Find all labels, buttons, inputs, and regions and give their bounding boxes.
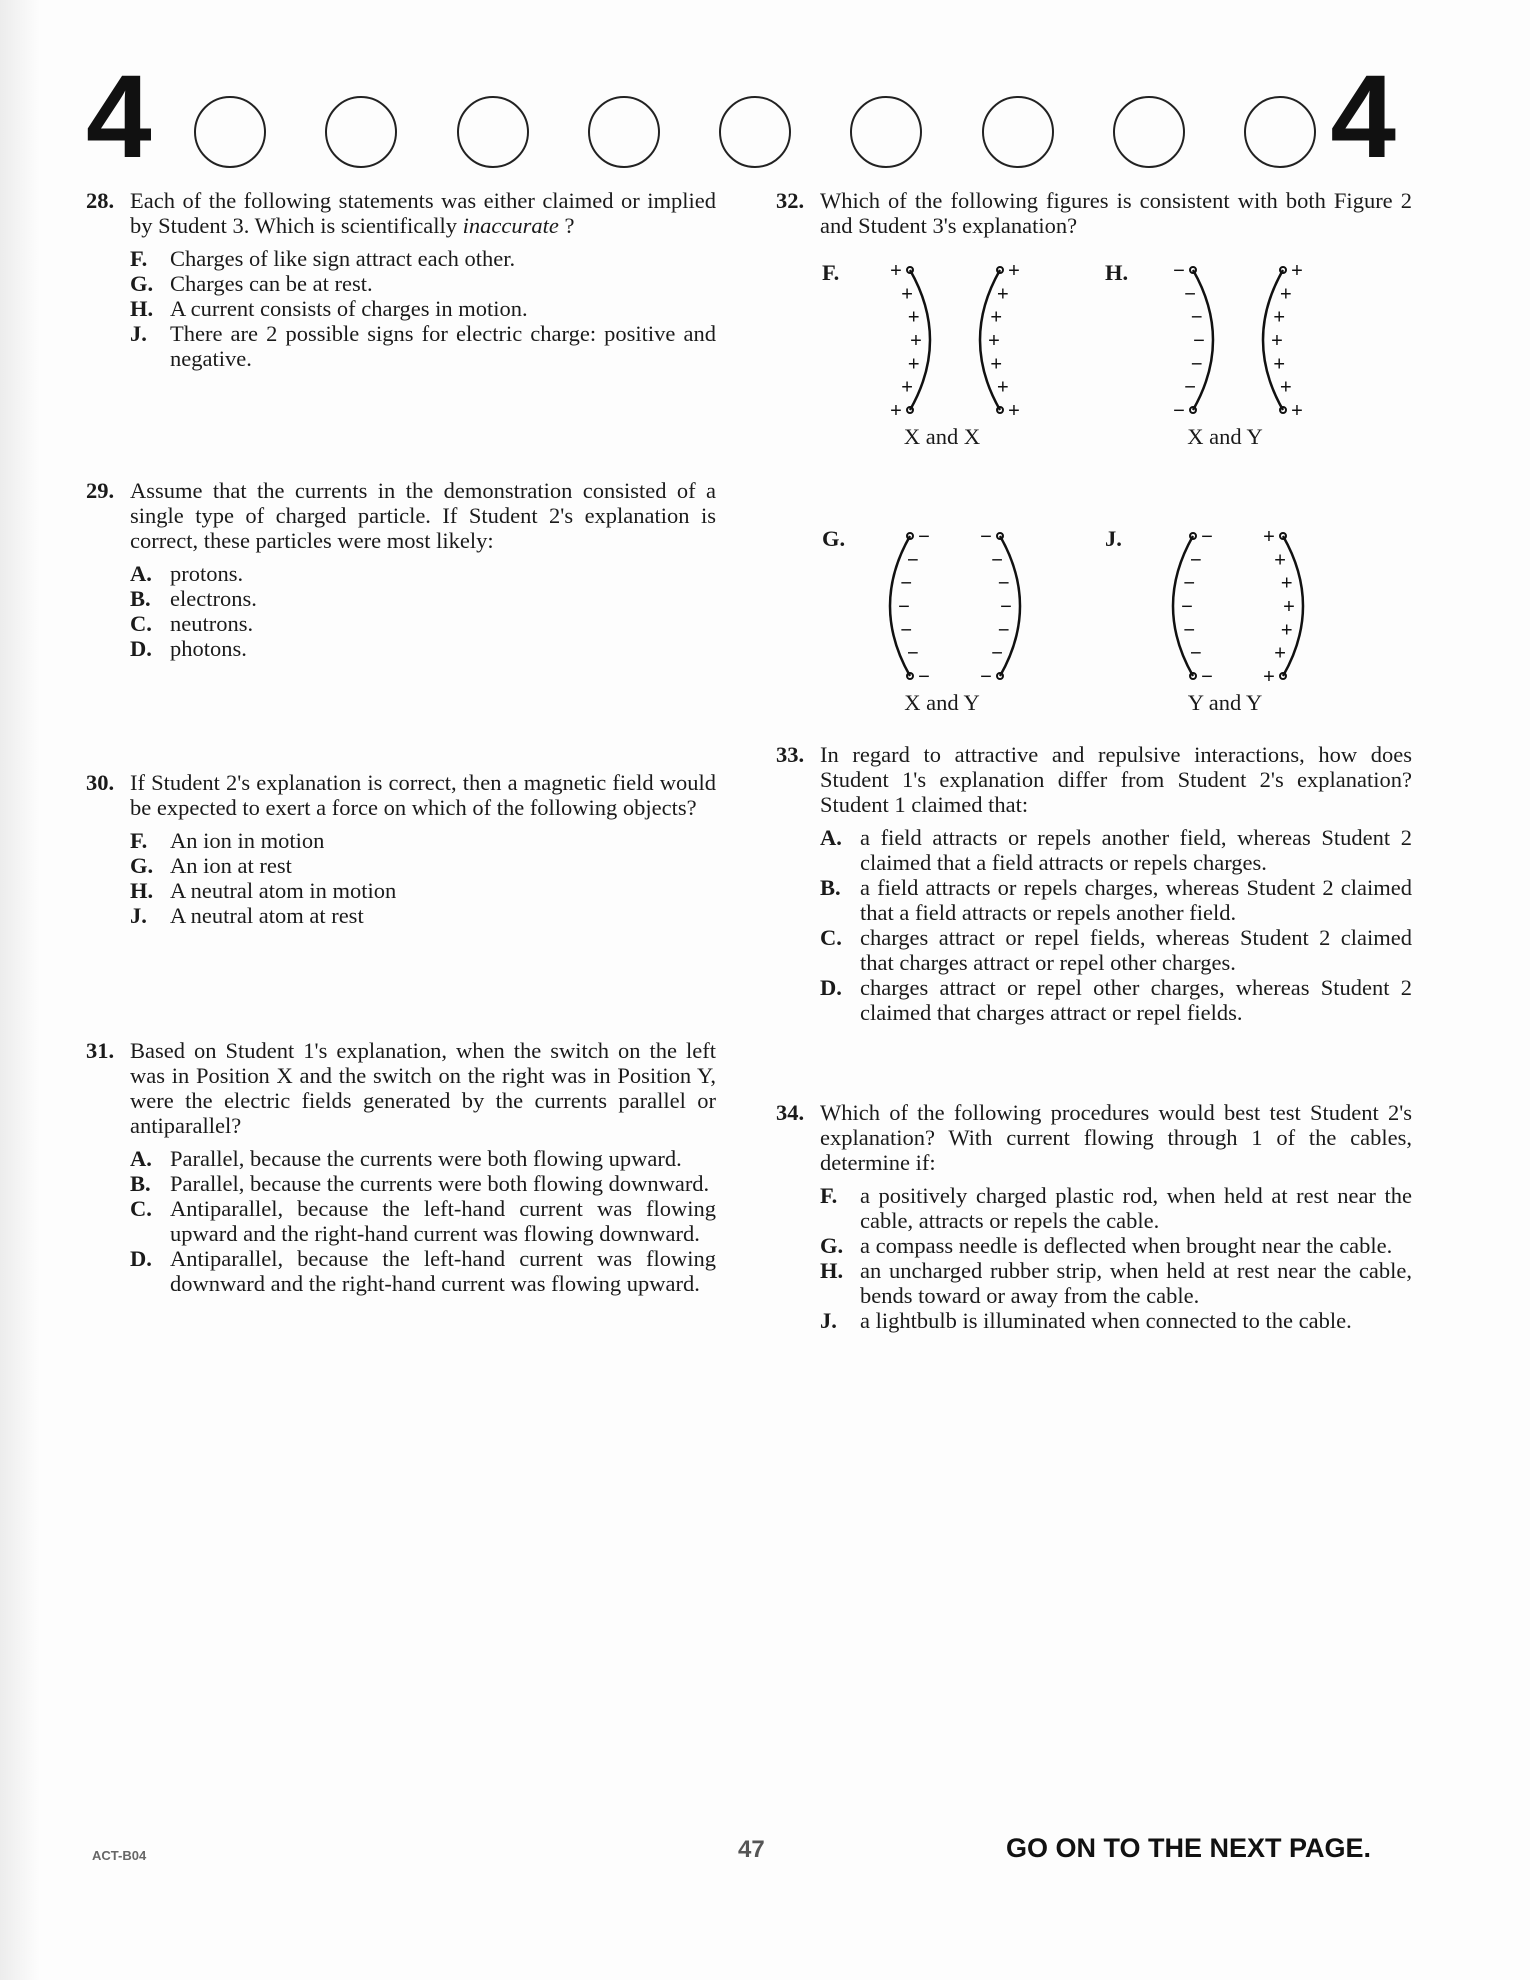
charge-sign: + <box>1263 526 1275 548</box>
answer-option[interactable]: D. Antiparallel, because the left-hand current was flowing downward and the right-hand current was flowing upward. <box>130 1246 716 1296</box>
question-stem: Each of the following statements was either claimed or implied by Student 3. Which is scientifically inaccurate ? <box>130 188 716 238</box>
question-stem: Assume that the currents in the demonstration consisted of a single type of charged particle. If Student 2's explanation is correct, these particles were most likely: <box>130 478 716 553</box>
answer-option[interactable]: D. charges attract or repel other charges, whereas Student 2 claimed that charges attract or repel fields. <box>820 975 1412 1025</box>
charge-sign: − <box>898 596 910 618</box>
question-stem: Based on Student 1's explanation, when the switch on the left was in Position X and the switch on the right was in Position Y, were the electric fields generated by the currents parallel or antiparallel? <box>130 1038 716 1138</box>
charge-sign: + <box>901 376 913 399</box>
figure-letter: F. <box>822 260 840 285</box>
header-circle <box>325 96 397 168</box>
charge-sign: + <box>997 376 1009 399</box>
charge-sign: − <box>900 572 913 595</box>
header-circle <box>982 96 1054 168</box>
charge-sign: − <box>1173 400 1185 420</box>
answer-option[interactable]: J. A neutral atom at rest <box>130 903 364 928</box>
question-33 <box>776 742 1412 1025</box>
figure-option-g[interactable] <box>822 526 1102 726</box>
question-29 <box>86 478 716 661</box>
question-number: 34. <box>776 1100 805 1125</box>
charge-sign: + <box>990 353 1003 376</box>
header-circle <box>194 96 266 168</box>
answer-option[interactable]: F. An ion in motion <box>130 828 325 853</box>
answer-options <box>820 1183 1412 1333</box>
emphasized-word: inaccurate <box>462 213 559 238</box>
charge-sign: + <box>1008 400 1020 420</box>
charge-sign: − <box>997 619 1010 642</box>
answer-options <box>130 561 716 661</box>
answer-option[interactable]: F. a positively charged plastic rod, when held at rest near the cable, attracts or repels the cable. <box>820 1183 1412 1233</box>
charge-sign: + <box>907 306 920 329</box>
charge-sign: − <box>1184 283 1196 306</box>
section-number-right: 4 <box>1330 51 1396 183</box>
answer-option[interactable]: F. Charges of like sign attract each other. <box>130 246 516 271</box>
answer-option[interactable]: B. electrons. <box>130 586 257 611</box>
charge-sign: + <box>907 353 920 376</box>
charge-sign: − <box>907 642 919 665</box>
charge-sign: + <box>1291 400 1303 420</box>
charge-sign: − <box>1190 642 1202 665</box>
answer-options <box>820 825 1412 1025</box>
answer-option[interactable]: A. protons. <box>130 561 244 586</box>
charge-sign: − <box>991 549 1003 572</box>
answer-option[interactable]: H. A neutral atom in motion <box>130 878 397 903</box>
charge-sign: + <box>1274 549 1286 572</box>
charge-sign: + <box>1008 260 1020 282</box>
charge-sign: − <box>991 642 1003 665</box>
charge-sign: − <box>1201 526 1213 548</box>
header-circle <box>850 96 922 168</box>
answer-option[interactable]: J. a lightbulb is illuminated when connected to the cable. <box>820 1308 1352 1333</box>
scan-edge-shadow <box>0 0 40 1980</box>
charge-sign: − <box>1193 330 1205 352</box>
charge-sign: − <box>1201 666 1213 686</box>
question-number: 32. <box>776 188 805 213</box>
charge-sign: − <box>980 526 992 548</box>
charge-sign: + <box>1283 596 1295 618</box>
form-code: ACT-B04 <box>92 1848 147 1863</box>
charge-sign: − <box>1190 353 1203 376</box>
answer-option[interactable]: D. photons. <box>130 636 247 661</box>
question-28 <box>86 188 716 371</box>
answer-option[interactable]: A. Parallel, because the currents were both flowing upward. <box>130 1146 682 1171</box>
charge-sign: − <box>918 526 930 548</box>
answer-option[interactable]: B. a field attracts or repels charges, whereas Student 2 claimed that a field attracts or repels another field. <box>820 875 1412 925</box>
figure-caption: X and Y <box>904 690 980 715</box>
page-number: 47 <box>738 1836 765 1863</box>
charge-sign: + <box>1273 353 1286 376</box>
answer-option[interactable]: A. a field attracts or repels another field, whereas Student 2 claimed that a field attracts or repels charges. <box>820 825 1412 875</box>
charge-sign: + <box>910 330 922 352</box>
answer-options <box>130 828 716 928</box>
figure-option-j[interactable] <box>1105 526 1385 726</box>
question-number: 28. <box>86 188 115 213</box>
figure-letter: H. <box>1105 260 1129 285</box>
figure-caption: X and X <box>903 424 981 449</box>
question-stem: In regard to attractive and repulsive interactions, how does Student 1's explanation differ from Student 2's explanation? Student 1 claimed that: <box>820 742 1412 817</box>
charge-sign: − <box>980 666 992 686</box>
charge-sign: + <box>1263 666 1275 686</box>
charge-sign: + <box>988 330 1000 352</box>
charge-sign: + <box>1271 330 1283 352</box>
charge-sign: + <box>890 260 902 282</box>
header-circle-row <box>194 96 1316 168</box>
charge-sign: + <box>1274 642 1286 665</box>
header-circle <box>588 96 660 168</box>
charged-wires-diagram <box>858 526 1058 686</box>
question-30 <box>86 770 716 928</box>
charged-wires-diagram <box>1141 526 1341 686</box>
answer-option[interactable]: C. neutrons. <box>130 611 254 636</box>
answer-option[interactable]: G. a compass needle is deflected when brought near the cable. <box>820 1233 1393 1258</box>
question-number: 29. <box>86 478 115 503</box>
next-page-notice: GO ON TO THE NEXT PAGE. <box>1006 1833 1372 1863</box>
question-number: 33. <box>776 742 805 767</box>
figure-option-f[interactable] <box>822 260 1102 460</box>
question-number: 31. <box>86 1038 115 1063</box>
charge-sign: − <box>918 666 930 686</box>
question-stem: Which of the following procedures would best test Student 2's explanation? With current flowing through 1 of the cables, determine if: <box>820 1100 1412 1175</box>
answer-options <box>130 1146 716 1296</box>
charge-sign: − <box>1184 376 1196 399</box>
figure-caption: Y and Y <box>1187 690 1263 715</box>
charge-sign: + <box>997 283 1009 306</box>
answer-option[interactable]: G. Charges can be at rest. <box>130 271 373 296</box>
question-stem: Which of the following figures is consistent with both Figure 2 and Student 3's explanation? <box>820 188 1412 238</box>
section-number-left: 4 <box>86 51 152 183</box>
charge-sign: − <box>1000 596 1012 618</box>
charge-sign: − <box>1183 619 1196 642</box>
question-32 <box>776 188 1412 238</box>
charge-sign: − <box>900 619 913 642</box>
header-circle <box>457 96 529 168</box>
charge-sign: + <box>1291 260 1303 282</box>
charge-sign: + <box>890 400 902 420</box>
answer-option[interactable]: B. Parallel, because the currents were both flowing downward. <box>130 1171 710 1196</box>
question-34 <box>776 1100 1412 1333</box>
question-number: 30. <box>86 770 115 795</box>
charge-sign: + <box>1280 619 1293 642</box>
answer-option[interactable]: J. There are 2 possible signs for electric charge: positive and negative. <box>130 321 716 371</box>
charge-sign: − <box>1183 572 1196 595</box>
section-header <box>86 51 1396 183</box>
answer-option[interactable]: C. Antiparallel, because the left-hand current was flowing upward and the right-hand current was flowing downward. <box>130 1196 716 1246</box>
figure-option-h[interactable] <box>1105 260 1385 460</box>
question-31 <box>86 1038 716 1296</box>
answer-option[interactable]: H. an uncharged rubber strip, when held at rest near the cable, bends toward or away from the cable. <box>820 1258 1412 1308</box>
charge-sign: + <box>901 283 913 306</box>
charge-sign: − <box>1173 260 1185 282</box>
charge-sign: − <box>997 572 1010 595</box>
charged-wires-diagram <box>858 260 1058 420</box>
header-circle <box>1244 96 1316 168</box>
charge-sign: + <box>990 306 1003 329</box>
answer-option[interactable]: C. charges attract or repel fields, whereas Student 2 claimed that charges attract or repel other charges. <box>820 925 1412 975</box>
figure-caption: X and Y <box>1187 424 1263 449</box>
figure-letter: J. <box>1105 526 1122 551</box>
header-circle <box>1113 96 1185 168</box>
charge-sign: − <box>1181 596 1193 618</box>
answer-option[interactable]: G. An ion at rest <box>130 853 292 878</box>
figure-letter: G. <box>822 526 846 551</box>
charge-sign: + <box>1273 306 1286 329</box>
charge-sign: + <box>1280 283 1292 306</box>
charge-sign: + <box>1280 572 1293 595</box>
answer-option[interactable]: H. A current consists of charges in motion. <box>130 296 528 321</box>
charged-wires-diagram <box>1141 260 1341 420</box>
charge-sign: + <box>1280 376 1292 399</box>
question-stem: If Student 2's explanation is correct, then a magnetic field would be expected to exert a force on which of the following objects? <box>130 770 716 820</box>
charge-sign: − <box>1190 306 1203 329</box>
charge-sign: − <box>1190 549 1202 572</box>
header-circle <box>719 96 791 168</box>
charge-sign: − <box>907 549 919 572</box>
answer-options <box>130 246 716 371</box>
